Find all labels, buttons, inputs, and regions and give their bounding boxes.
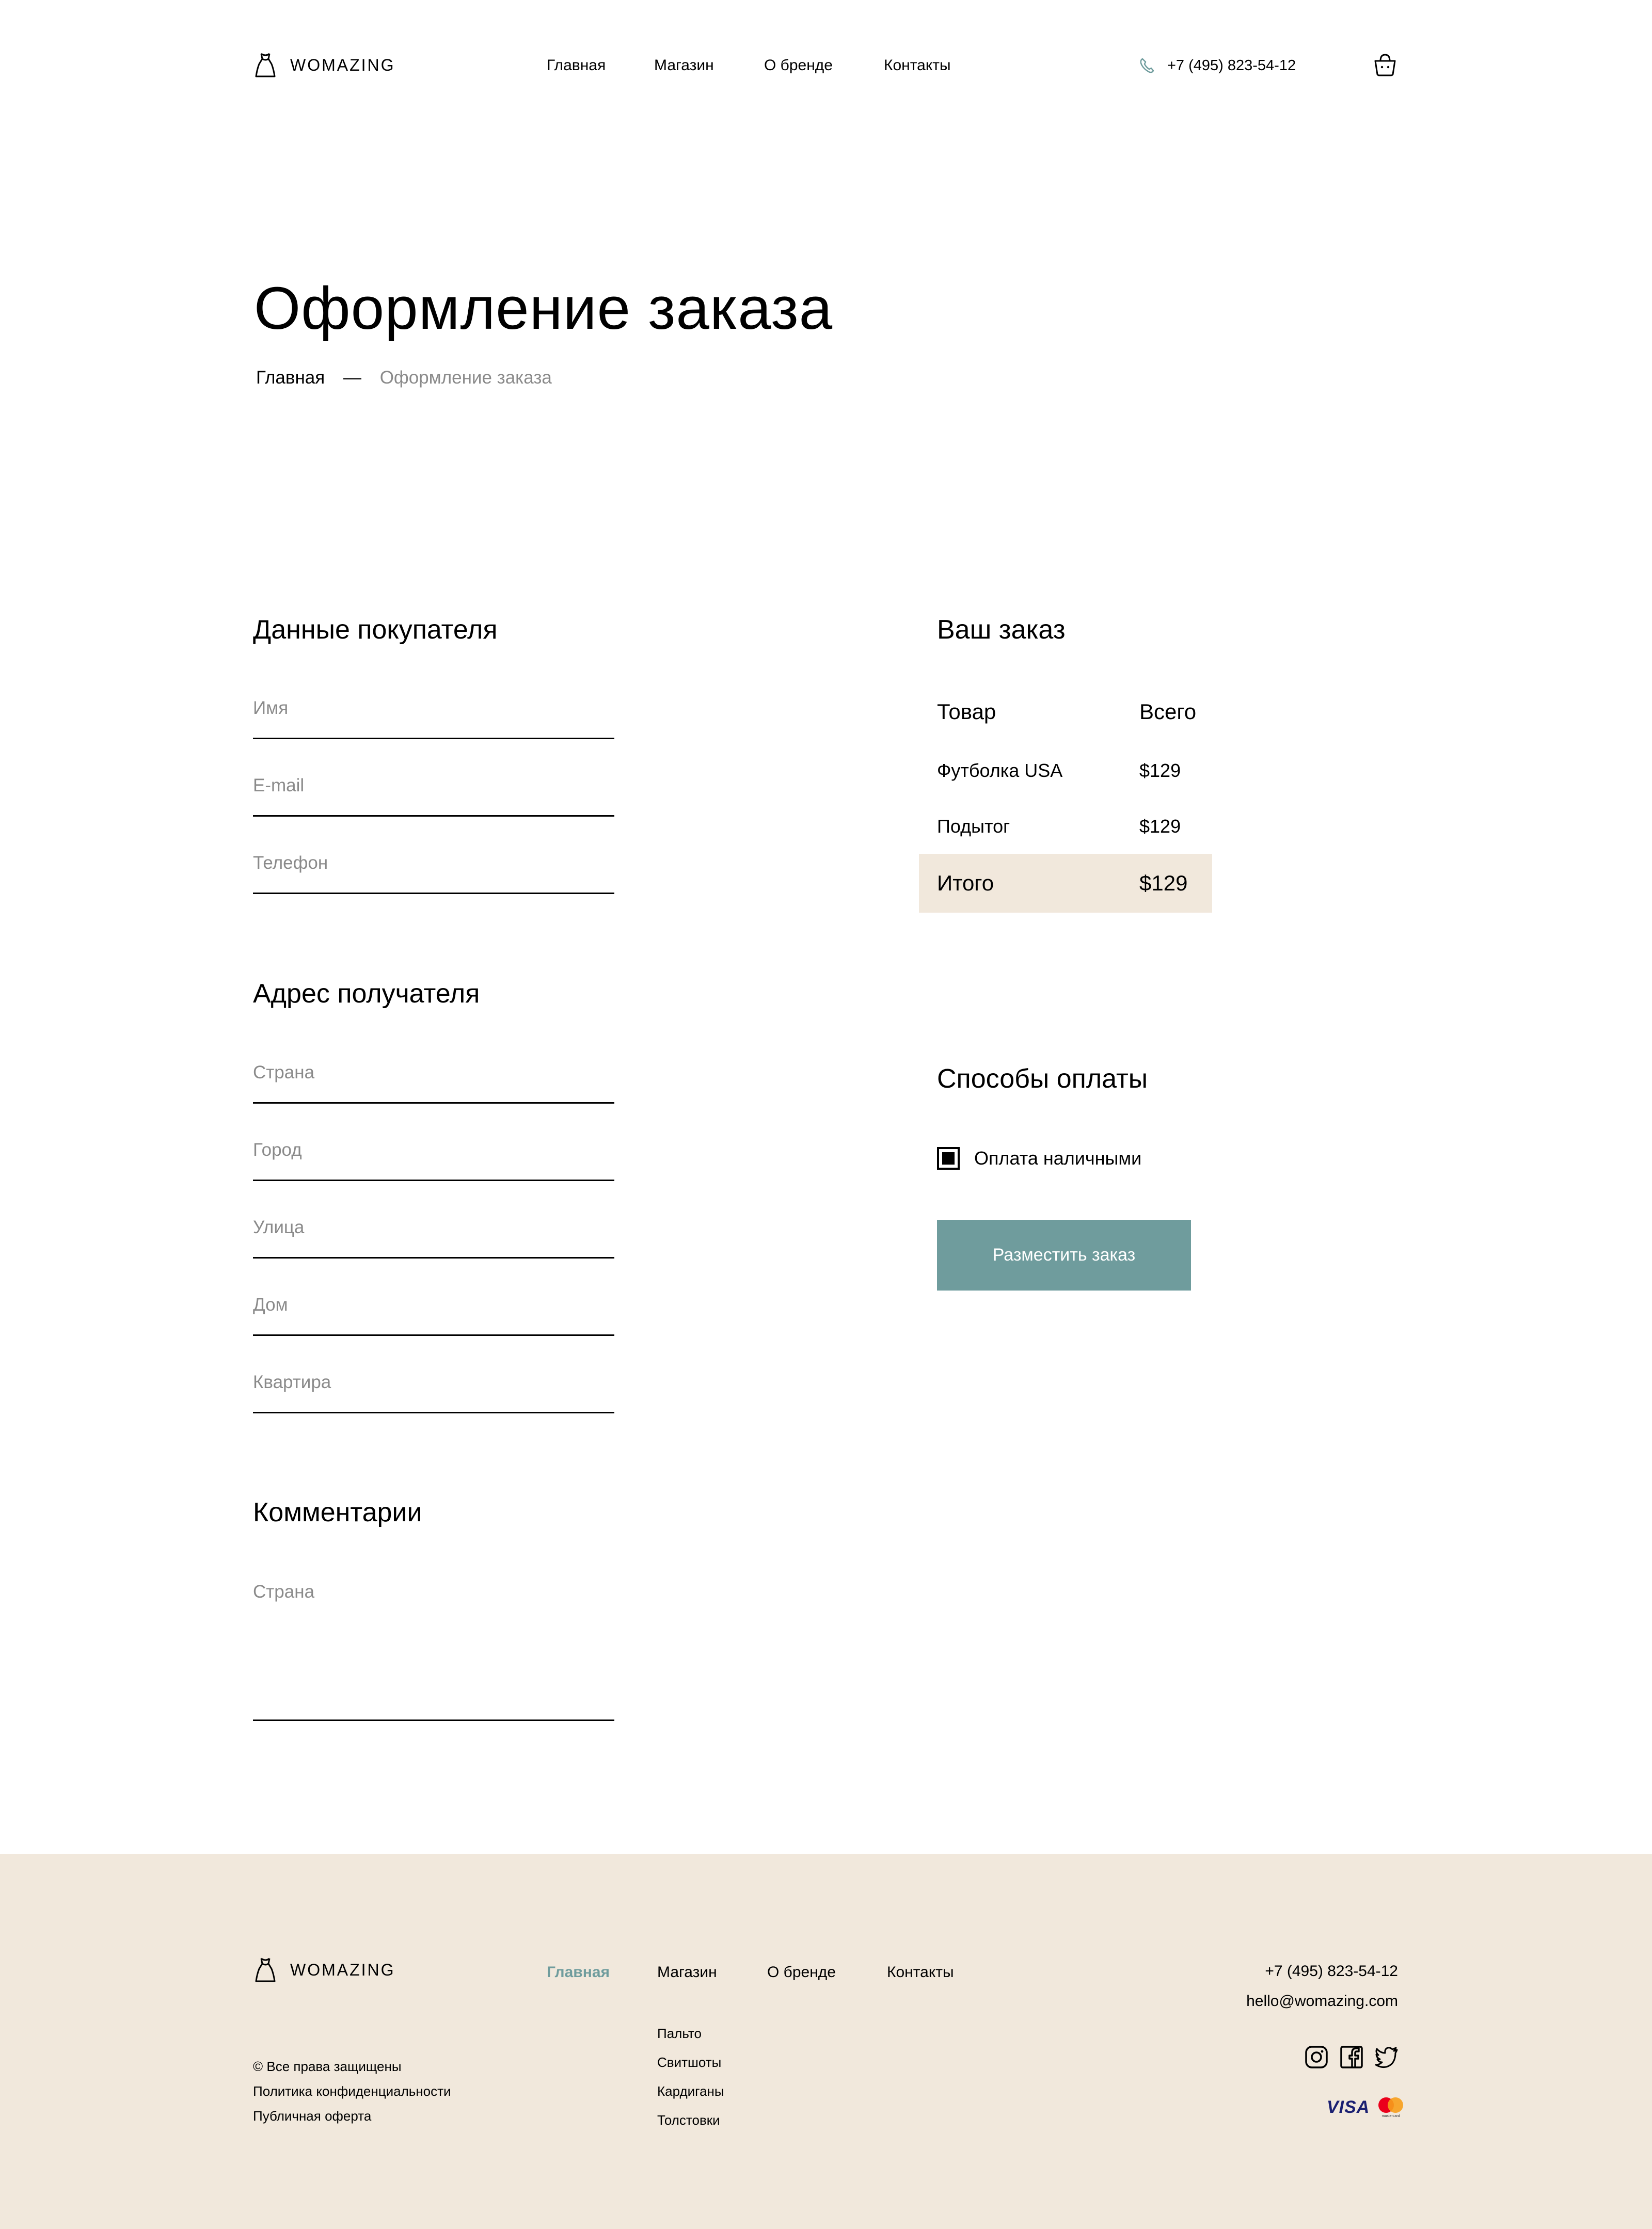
country-field[interactable] <box>253 1062 614 1104</box>
country-input[interactable] <box>253 1062 614 1083</box>
footer-email[interactable]: hello@womazing.com <box>1246 1993 1398 2010</box>
order-total-label: Итого <box>937 871 994 895</box>
comment-field[interactable] <box>253 1582 614 1721</box>
facebook-link[interactable] <box>1340 2045 1363 2072</box>
facebook-icon <box>1340 2045 1363 2069</box>
footer-subnav-coats[interactable]: Пальто <box>657 2026 702 2041</box>
buyer-section-title: Данные покупателя <box>253 615 498 645</box>
site-footer <box>0 1854 1652 2229</box>
footer-subnav-cardigans[interactable]: Кардиганы <box>657 2083 724 2099</box>
instagram-link[interactable] <box>1305 2045 1328 2072</box>
visa-logo: VISA <box>1327 2097 1370 2117</box>
email-input[interactable] <box>253 775 614 796</box>
order-total-value: $129 <box>1139 871 1188 895</box>
name-field[interactable] <box>253 698 614 739</box>
nav-link-home[interactable]: Главная <box>547 57 606 74</box>
footer-logo-text: WOMAZING <box>290 1960 395 1979</box>
mastercard-wordmark: mastercard <box>1381 2114 1400 2118</box>
street-field[interactable] <box>253 1217 614 1259</box>
breadcrumb <box>256 368 552 388</box>
apartment-field[interactable] <box>253 1372 614 1413</box>
footer-subnav-hoodies[interactable]: Толстовки <box>657 2112 720 2128</box>
footer-nav-shop[interactable]: Магазин <box>657 1964 717 1981</box>
breadcrumb-home[interactable]: Главная <box>256 368 325 388</box>
header-logo[interactable] <box>254 52 395 78</box>
payment-brands <box>1327 2096 1407 2119</box>
phone-icon <box>1138 57 1156 74</box>
footer-subnav-sweatshirts[interactable]: Свитшоты <box>657 2055 722 2070</box>
nav-link-shop[interactable]: Магазин <box>654 57 714 74</box>
logo-text: WOMAZING <box>290 55 395 74</box>
cart-button[interactable] <box>1372 52 1398 80</box>
dress-logo-icon <box>254 1956 277 1983</box>
cash-label: Оплата наличными <box>974 1148 1142 1169</box>
city-field[interactable] <box>253 1140 614 1181</box>
cash-checkbox[interactable] <box>937 1147 960 1170</box>
nav-link-brand[interactable]: О бренде <box>764 57 833 74</box>
payment-method-cash[interactable] <box>937 1147 1141 1170</box>
address-section-title: Адрес получателя <box>253 979 480 1009</box>
footer-offer-link[interactable]: Публичная оферта <box>253 2108 372 2124</box>
phone-field[interactable] <box>253 853 614 894</box>
order-col-total: Всего <box>1139 699 1197 724</box>
footer-nav-home[interactable]: Главная <box>547 1964 610 1981</box>
breadcrumb-separator: — <box>343 368 361 388</box>
footer-copyright: © Все права защищены <box>253 2059 402 2074</box>
footer-privacy-link[interactable]: Политика конфиденциальности <box>253 2083 451 2099</box>
house-field[interactable] <box>253 1295 614 1336</box>
page-title: Оформление заказа <box>254 275 833 342</box>
header-phone[interactable] <box>1138 57 1296 74</box>
payment-section-title: Способы оплаты <box>937 1064 1148 1094</box>
name-input[interactable] <box>253 698 614 719</box>
checkbox-checked-mark <box>942 1152 955 1165</box>
apartment-input[interactable] <box>253 1372 614 1393</box>
mastercard-logo <box>1375 2096 1407 2119</box>
nav-link-contacts[interactable]: Контакты <box>884 57 951 74</box>
comment-textarea[interactable] <box>253 1582 614 1706</box>
footer-nav-brand[interactable]: О бренде <box>767 1964 836 1981</box>
twitter-icon <box>1375 2045 1399 2069</box>
place-order-button[interactable]: Разместить заказ <box>937 1220 1191 1291</box>
order-subtotal-value: $129 <box>1139 816 1181 837</box>
order-item-label: Футболка USA <box>937 760 1063 781</box>
house-input[interactable] <box>253 1295 614 1315</box>
cart-icon <box>1372 52 1398 77</box>
twitter-link[interactable] <box>1375 2045 1399 2072</box>
footer-phone[interactable]: +7 (495) 823-54-12 <box>1265 1963 1398 1980</box>
instagram-icon <box>1305 2045 1328 2069</box>
phone-input[interactable] <box>253 853 614 873</box>
order-subtotal-label: Подытог <box>937 816 1010 837</box>
footer-logo[interactable] <box>254 1956 395 1983</box>
order-section-title: Ваш заказ <box>937 615 1066 645</box>
dress-logo-icon <box>254 52 277 78</box>
footer-nav-contacts[interactable]: Контакты <box>887 1964 954 1981</box>
email-field[interactable] <box>253 775 614 817</box>
comments-section-title: Комментарии <box>253 1498 422 1527</box>
city-input[interactable] <box>253 1140 614 1160</box>
footer-social-links <box>1305 2045 1399 2072</box>
order-col-product: Товар <box>937 699 996 724</box>
order-total-row <box>919 854 1212 913</box>
order-item-value: $129 <box>1139 760 1181 781</box>
header-phone-text: +7 (495) 823-54-12 <box>1167 57 1296 74</box>
street-input[interactable] <box>253 1217 614 1238</box>
breadcrumb-current: Оформление заказа <box>379 368 552 388</box>
